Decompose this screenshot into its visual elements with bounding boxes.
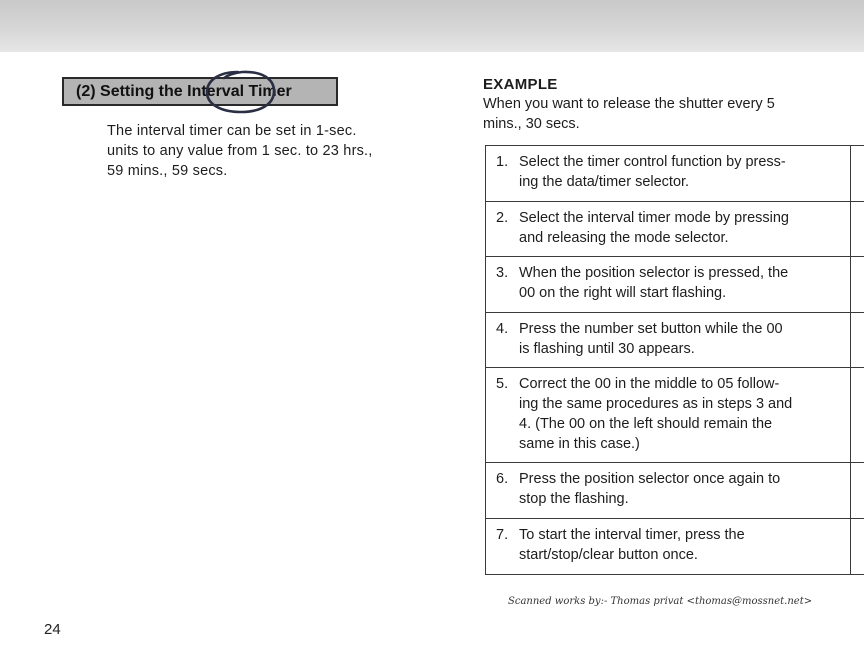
step-line: 4. (The 00 on the left should remain the <box>519 416 773 432</box>
step-text <box>519 152 841 192</box>
step-number: 5. <box>496 376 509 392</box>
page-number: 24 <box>44 621 61 638</box>
step-text <box>519 208 841 248</box>
step-line: and releasing the mode selector. <box>519 230 729 246</box>
step-line: ing the same procedures as in steps 3 and <box>519 396 793 412</box>
section-number: (2) <box>76 83 96 100</box>
step-line: Correct the 00 in the middle to 05 follow- <box>519 376 780 392</box>
intro-line: units to any value from 1 sec. to 23 hrs., <box>107 143 373 159</box>
example-description <box>483 94 843 134</box>
step-text <box>519 319 841 359</box>
step-row <box>486 257 864 313</box>
step-line: When the position selector is pressed, the <box>519 265 789 281</box>
step-row <box>486 463 864 519</box>
intro-line: The interval timer can be set in 1-sec. <box>107 123 357 139</box>
step-row <box>486 313 864 368</box>
intro-line: 59 mins., 59 secs. <box>107 163 228 179</box>
step-line: To start the interval timer, press the <box>519 527 745 543</box>
step-number: 7. <box>496 527 509 543</box>
step-line: stop the flashing. <box>519 491 629 507</box>
step-line: Select the interval timer mode by pressing <box>519 210 789 226</box>
example-line: mins., 30 secs. <box>483 116 580 132</box>
step-row <box>486 202 864 257</box>
step-text <box>519 374 841 454</box>
steps-table <box>485 145 864 575</box>
step-row <box>486 368 864 463</box>
step-text <box>519 263 841 303</box>
step-text <box>519 525 841 565</box>
step-line: Select the timer control function by press- <box>519 154 786 170</box>
step-line: Press the position selector once again to <box>519 471 781 487</box>
step-line: start/stop/clear button once. <box>519 547 698 563</box>
scan-top-shadow <box>0 0 864 52</box>
example-title: EXAMPLE <box>483 76 558 93</box>
example-line: When you want to release the shutter every 5 <box>483 96 775 112</box>
step-number: 2. <box>496 210 509 226</box>
step-row <box>486 519 864 575</box>
step-line: ing the data/timer selector. <box>519 174 690 190</box>
step-row <box>486 146 864 202</box>
step-number: 6. <box>496 471 509 487</box>
section-title: Setting the Interval Timer <box>100 83 292 100</box>
step-line: is flashing until 30 appears. <box>519 341 695 357</box>
scan-credit: Scanned works by:- Thomas privat <thomas@mossnet.net> <box>508 596 813 607</box>
section-heading <box>62 77 338 106</box>
step-line: Press the number set button while the 00 <box>519 321 783 337</box>
step-text <box>519 469 841 509</box>
step-number: 1. <box>496 154 509 170</box>
step-line: same in this case.) <box>519 436 640 452</box>
step-number: 3. <box>496 265 509 281</box>
step-line: 00 on the right will start flashing. <box>519 285 727 301</box>
intro-paragraph <box>107 121 427 181</box>
step-number: 4. <box>496 321 509 337</box>
